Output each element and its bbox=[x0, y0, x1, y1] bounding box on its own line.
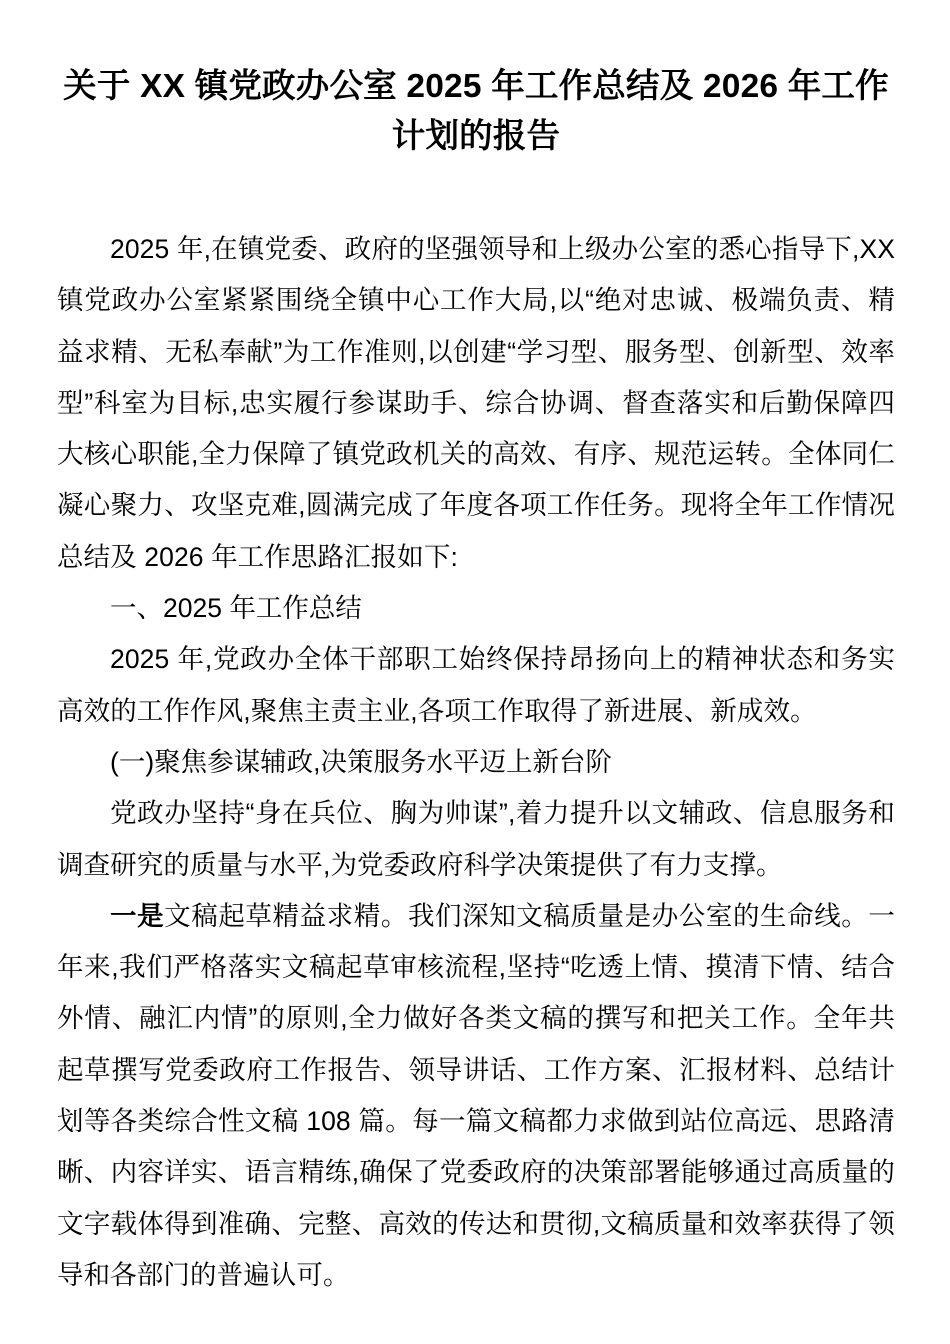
point-1-text: 文稿起草精益求精。我们深知文稿质量是办公室的生命线。一年来,我们严格落实文稿起草审核流程,坚持“吃透上情、摸清下情、结合外情、融汇内情”的原则,全力做好各类文稿的撰写和把关工作。全年共起草撰写党委政府工作报告、领导讲话、工作方案、汇报材料、总结计划等各类综合性文稿 108 篇。每一篇文稿都力求做到站位高远、思路清晰、内容详实、语言精练,确保了党委政府的决策部署能够通过高质量的文字载体得到准确、完整、高效的传达和贯彻,文稿质量和效率获得了领导和各部门的普遍认可。 bbox=[57, 900, 895, 1290]
section-heading-1: 一、2025 年工作总结 bbox=[110, 593, 362, 624]
point-1-label: 一是 bbox=[110, 900, 165, 931]
section-1-lead-paragraph: 2025 年,党政办全体干部职工始终保持昂扬向上的精神状态和务实高效的工作作风,聚焦主责主业,各项工作取得了新进展、新成效。 bbox=[57, 644, 895, 726]
subsection-heading-1: (一)聚焦参谋辅政,决策服务水平迈上新台阶 bbox=[110, 746, 613, 777]
intro-paragraph: 2025 年,在镇党委、政府的坚强领导和上级办公室的悉心指导下,XX 镇党政办公室紧紧围绕全镇中心工作大局,以“绝对忠诚、极端负责、精益求精、无私奉献”为工作准则,以创建“学习型、服务型、创新型、效率型”科室为目标,忠实履行参谋助手、综合协调、督查落实和后勤保障四大核心职能,全力保障了镇党政机关的高效、有序、规范运转。全体同仁凝心聚力、攻坚克难,圆满完成了年度各项工作任务。现将全年工作情况总结及 2026 年工作思路汇报如下: bbox=[57, 234, 895, 572]
title-spacer bbox=[57, 162, 895, 224]
document-title: 关于 XX 镇党政办公室 2025 年工作总结及 2026 年工作计划的报告 bbox=[63, 68, 889, 155]
document-body bbox=[57, 0, 895, 1301]
point-1-paragraph bbox=[57, 891, 895, 1301]
subsection-1-lead-paragraph: 党政办坚持“身在兵位、胸为帅谋”,着力提升以文辅政、信息服务和调查研究的质量与水平,为党委政府科学决策提供了有力支撑。 bbox=[57, 798, 895, 880]
